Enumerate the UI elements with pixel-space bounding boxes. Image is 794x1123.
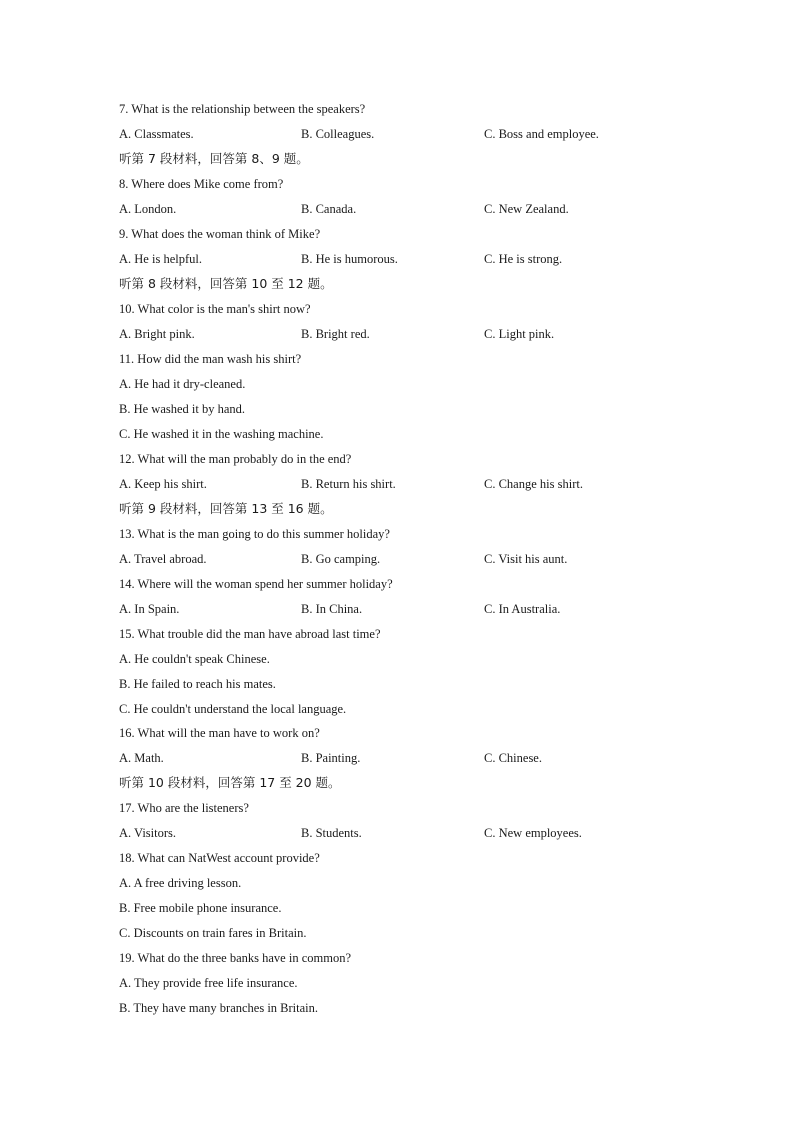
option-b: B. Students. — [301, 826, 362, 840]
option-a: A. In Spain. — [119, 602, 180, 616]
option-a: A. Bright pink. — [119, 327, 195, 341]
option-text: B. He failed to reach his mates. — [119, 677, 276, 691]
option-c: C. Change his shirt. — [484, 477, 583, 491]
option-c: C. Visit his aunt. — [484, 552, 568, 566]
option-b: B. Colleagues. — [301, 127, 375, 141]
question-text: 17. Who are the listeners? — [119, 801, 249, 815]
option-a: A. Keep his shirt. — [119, 477, 207, 491]
option-c: C. In Australia. — [484, 602, 561, 616]
option-text: B. They have many branches in Britain. — [119, 1001, 319, 1015]
option-a: A. Classmates. — [119, 127, 194, 141]
option-text: C. Discounts on train fares in Britain. — [119, 926, 307, 940]
question-text: 9. What does the woman think of Mike? — [119, 227, 321, 241]
option-b: B. Go camping. — [301, 552, 381, 566]
option-b: B. In China. — [301, 602, 363, 616]
option-c: C. New Zealand. — [484, 202, 569, 216]
option-text: A. He had it dry-cleaned. — [119, 377, 246, 391]
question-text: 7. What is the relationship between the speakers? — [119, 102, 366, 116]
option-b: B. He is humorous. — [301, 252, 398, 266]
option-c: C. Light pink. — [484, 327, 555, 341]
option-c: C. Chinese. — [484, 751, 542, 765]
option-a: A. Visitors. — [119, 826, 177, 840]
option-c: C. He is strong. — [484, 252, 563, 266]
section-text: 听第 7 段材料，回答第 8、9 题。 — [119, 151, 309, 166]
question-text: 18. What can NatWest account provide? — [119, 851, 320, 865]
question-text: 11. How did the man wash his shirt? — [119, 352, 302, 366]
option-a: A. Travel abroad. — [119, 552, 207, 566]
section-text: 听第 10 段材料，回答第 17 至 20 题。 — [119, 775, 341, 790]
option-a: A. London. — [119, 202, 177, 216]
option-c: C. Boss and employee. — [484, 127, 599, 141]
option-text: C. He washed it in the washing machine. — [119, 427, 324, 441]
option-b: B. Return his shirt. — [301, 477, 396, 491]
question-text: 19. What do the three banks have in common? — [119, 951, 351, 965]
question-text: 8. Where does Mike come from? — [119, 177, 284, 191]
option-text: C. He couldn't understand the local language. — [119, 702, 347, 716]
section-text: 听第 8 段材料，回答第 10 至 12 题。 — [119, 276, 333, 291]
question-text: 15. What trouble did the man have abroad last time? — [119, 627, 381, 641]
option-text: A. He couldn't speak Chinese. — [119, 652, 270, 666]
question-text: 14. Where will the woman spend her summer holiday? — [119, 577, 393, 591]
question-text: 12. What will the man probably do in the end? — [119, 452, 352, 466]
option-text: A. They provide free life insurance. — [119, 976, 298, 990]
option-b: B. Bright red. — [301, 327, 370, 341]
option-a: A. He is helpful. — [119, 252, 202, 266]
option-b: B. Painting. — [301, 751, 361, 765]
question-text: 13. What is the man going to do this summer holiday? — [119, 527, 390, 541]
option-b: B. Canada. — [301, 202, 357, 216]
question-text: 16. What will the man have to work on? — [119, 726, 320, 740]
option-text: B. He washed it by hand. — [119, 402, 246, 416]
option-text: A. A free driving lesson. — [119, 876, 242, 890]
option-a: A. Math. — [119, 751, 164, 765]
section-text: 听第 9 段材料，回答第 13 至 16 题。 — [119, 501, 333, 516]
option-text: B. Free mobile phone insurance. — [119, 901, 282, 915]
question-text: 10. What color is the man's shirt now? — [119, 302, 311, 316]
option-c: C. New employees. — [484, 826, 582, 840]
